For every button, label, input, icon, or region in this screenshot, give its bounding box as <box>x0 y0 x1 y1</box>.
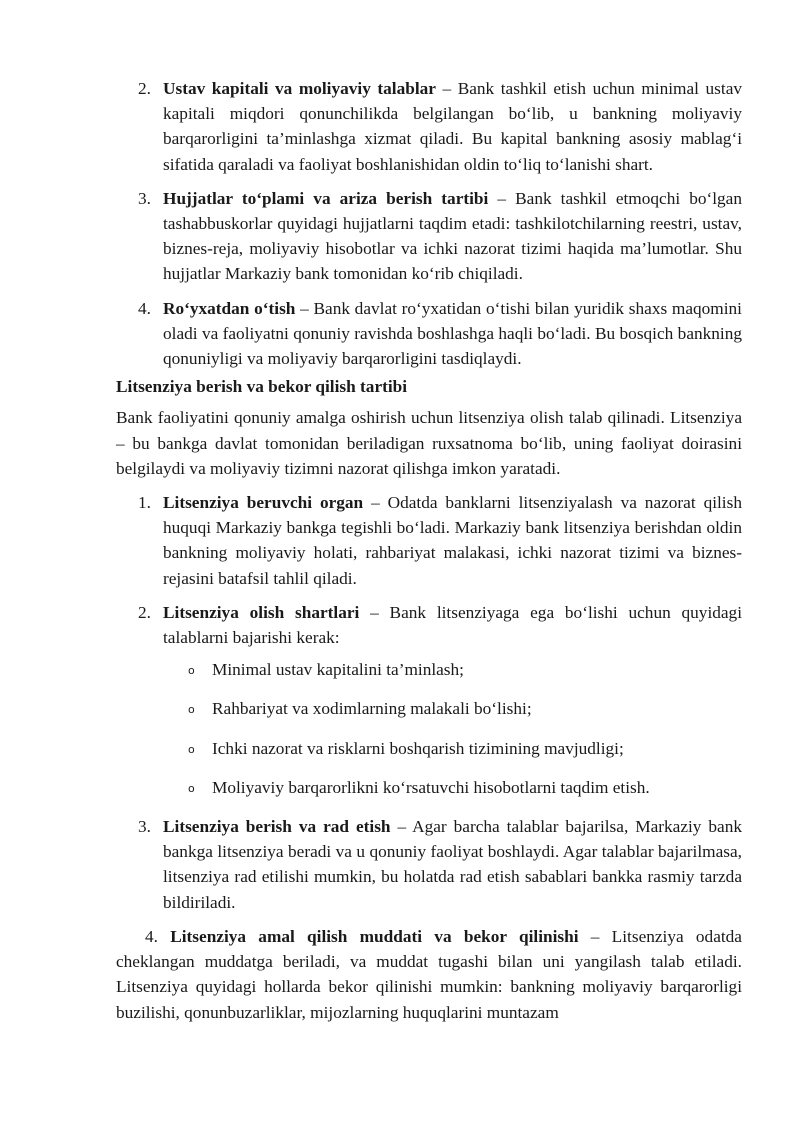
item-text: – Bank litsenziyaga ega bo‘lishi uchun quyidagi talablarni bajarishi kerak: <box>163 602 742 648</box>
requirements-list <box>116 657 742 800</box>
item-title: Ustav kapitali va moliyaviy talablar <box>163 79 436 98</box>
item-text: – Bank tashkil etish uchun minimal ustav kapitali miqdori qonunchilikda belgilangan bo‘lib, u bankning moliyaviy barqarorligini ta’minlashga xizmat qiladi. Bu kapital bankning asosiy mablag‘i sifatida qaraladi va faoliyat boshlanishidan oldin to‘liq to‘lanishi shart. <box>163 79 742 174</box>
item-number: 1. <box>138 493 151 513</box>
bullet-marker-icon: o <box>188 781 195 795</box>
item-number: 2. <box>138 79 151 98</box>
list-item <box>116 736 742 761</box>
list-item-4 <box>116 296 742 372</box>
item-text: – Odatda banklarni litsenziyalash va nazorat qilish huquqi Markaziy bankga tegishli bo‘ladi. Markaziy bank litsenziya berishdan oldin bankning moliyaviy holati, rahbariyat malakasi, ichki nazorat tizimi va biznes-rejasini batafsil tahlil qiladi. <box>163 493 742 588</box>
bullet-marker-icon: o <box>188 703 195 717</box>
list-item-2 <box>116 76 742 177</box>
bullet-text: Minimal ustav kapitalini ta’minlash; <box>212 660 464 680</box>
license-item-3 <box>116 814 742 915</box>
item-title: Hujjatlar to‘plami va ariza berish tartibi <box>163 188 489 208</box>
item-title: Ro‘yxatdan o‘tish <box>163 298 296 318</box>
list-item-3 <box>116 186 742 287</box>
list-item <box>116 657 742 682</box>
item-title: Litsenziya beruvchi organ <box>163 493 364 513</box>
list-item <box>116 696 742 721</box>
item-text: – Bank davlat ro‘yxatidan o‘tishi bilan yuridik shaxs maqomini oladi va faoliyatni qonuniy ravishda boshlashga haqli bo‘ladi. Bu bosqich bankning qonuniyligi va moliyaviy barqarorligini tasdiqlaydi. <box>163 298 742 369</box>
bullet-marker-icon: o <box>188 742 195 756</box>
item-number: 3. <box>138 188 151 208</box>
bullet-marker-icon: o <box>188 664 195 678</box>
license-item-2 <box>116 600 742 650</box>
intro-paragraph: Bank faoliyatini qonuniy amalga oshirish uchun litsenziya olish talab qilinadi. Litsenziya – bu bankga davlat tomonidan beriladigan ruxsatnoma bo‘lib, uning faoliyat doirasini belgilaydi va moliyaviy tizimni nazorat qilishga imkon yaratadi. <box>116 408 742 478</box>
item-number: 3. <box>138 817 151 837</box>
item-text: – Litsenziya odatda cheklangan muddatga beriladi, va muddat tugashi bilan uni yangilash talab etiladi. Litsenziya quyidagi hollarda bekor qilinishi mumkin: bankning moliyaviy barqarorligi buzilishi, qonunbuzarliklar, mijozlarning huquqlarini muntazam <box>116 926 742 1022</box>
bullet-text: Ichki nazorat va risklarni boshqarish tizimining mavjudligi; <box>212 738 624 758</box>
license-item-4 <box>116 924 742 1025</box>
item-number: 4. <box>138 298 151 318</box>
item-number: 4. <box>145 926 158 946</box>
license-item-1 <box>116 490 742 591</box>
document-page <box>116 76 742 1025</box>
bullet-text: Rahbariyat va xodimlarning malakali bo‘lishi; <box>212 699 532 719</box>
item-title: Litsenziya amal qilish muddati va bekor qilinishi <box>170 926 579 946</box>
section-heading: Litsenziya berish va bekor qilish tartibi <box>116 377 408 397</box>
item-text: – Agar barcha talablar bajarilsa, Markaziy bank bankga litsenziya beradi va u qonuniy faoliyat boshlaydi. Agar talablar bajarilmasa, litsenziya rad etilishi mumkin, bu holatda rad etish sabablari bankka rasmiy tarzda bildiriladi. <box>163 817 742 912</box>
bullet-text: Moliyaviy barqarorlikni ko‘rsatuvchi hisobotlarni taqdim etish. <box>212 777 650 797</box>
item-number: 2. <box>138 602 151 622</box>
list-item <box>116 775 742 800</box>
item-title: Litsenziya olish shartlari <box>163 602 360 622</box>
item-text: – Bank tashkil etmoqchi bo‘lgan tashabbuskorlar quyidagi hujjatlarni taqdim etadi: tashkilotchilarning reestri, ustav, biznes-reja, moliyaviy hisobotlar va ichki nazorat tizimi haqida ma’lumotlar. Shu hujjatlar Markaziy bank tomonidan ko‘rib chiqiladi. <box>163 188 742 284</box>
item-title: Litsenziya berish va rad etish <box>163 817 391 837</box>
